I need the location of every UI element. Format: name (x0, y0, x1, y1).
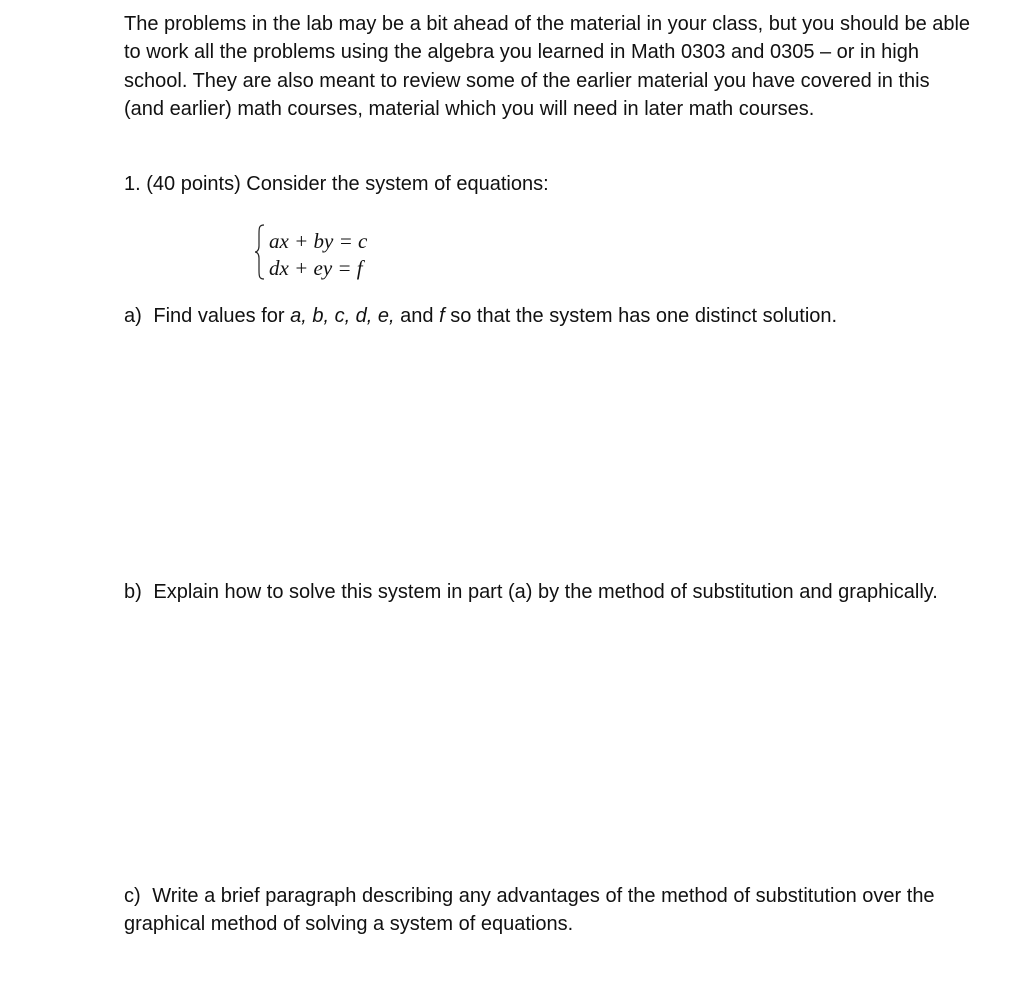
part-c-prompt (124, 882, 974, 939)
equation-system (254, 224, 394, 284)
part-b-label: b) (124, 581, 142, 603)
part-b-text: Explain how to solve this system in part (a) by the method of substitution and graphically. (153, 581, 938, 603)
part-a-label: a) (124, 305, 142, 327)
equation-2: dx + ey = f (269, 256, 363, 280)
part-a-variables: a, b, c, d, e, (290, 305, 395, 327)
equation-1: ax + by = c (269, 229, 368, 253)
part-a-prompt (124, 302, 974, 330)
part-b-prompt (124, 578, 974, 606)
part-a-and: and (400, 305, 434, 327)
part-c-text: Write a brief paragraph describing any advantages of the method of substitution over the graphical method of solving a system of equations. (124, 885, 935, 936)
part-a-text-after: so that the system has one distinct solution. (450, 305, 838, 327)
intro-paragraph: The problems in the lab may be a bit ahead of the material in your class, but you should be able to work all the problems using the algebra you learned in Math 0303 and 0305 – or in high school. They are also meant to review some of the earlier material you have covered in this (and earlier) math courses, material which you will need in later math courses. (124, 13, 971, 121)
part-a-variable-f: f (439, 305, 445, 327)
part-c-label: c) (124, 885, 141, 907)
part-a-text-before: Find values for (153, 305, 285, 327)
left-brace-icon (254, 224, 266, 280)
question-1-prompt: 1. (40 points) Consider the system of equations: (124, 173, 549, 195)
